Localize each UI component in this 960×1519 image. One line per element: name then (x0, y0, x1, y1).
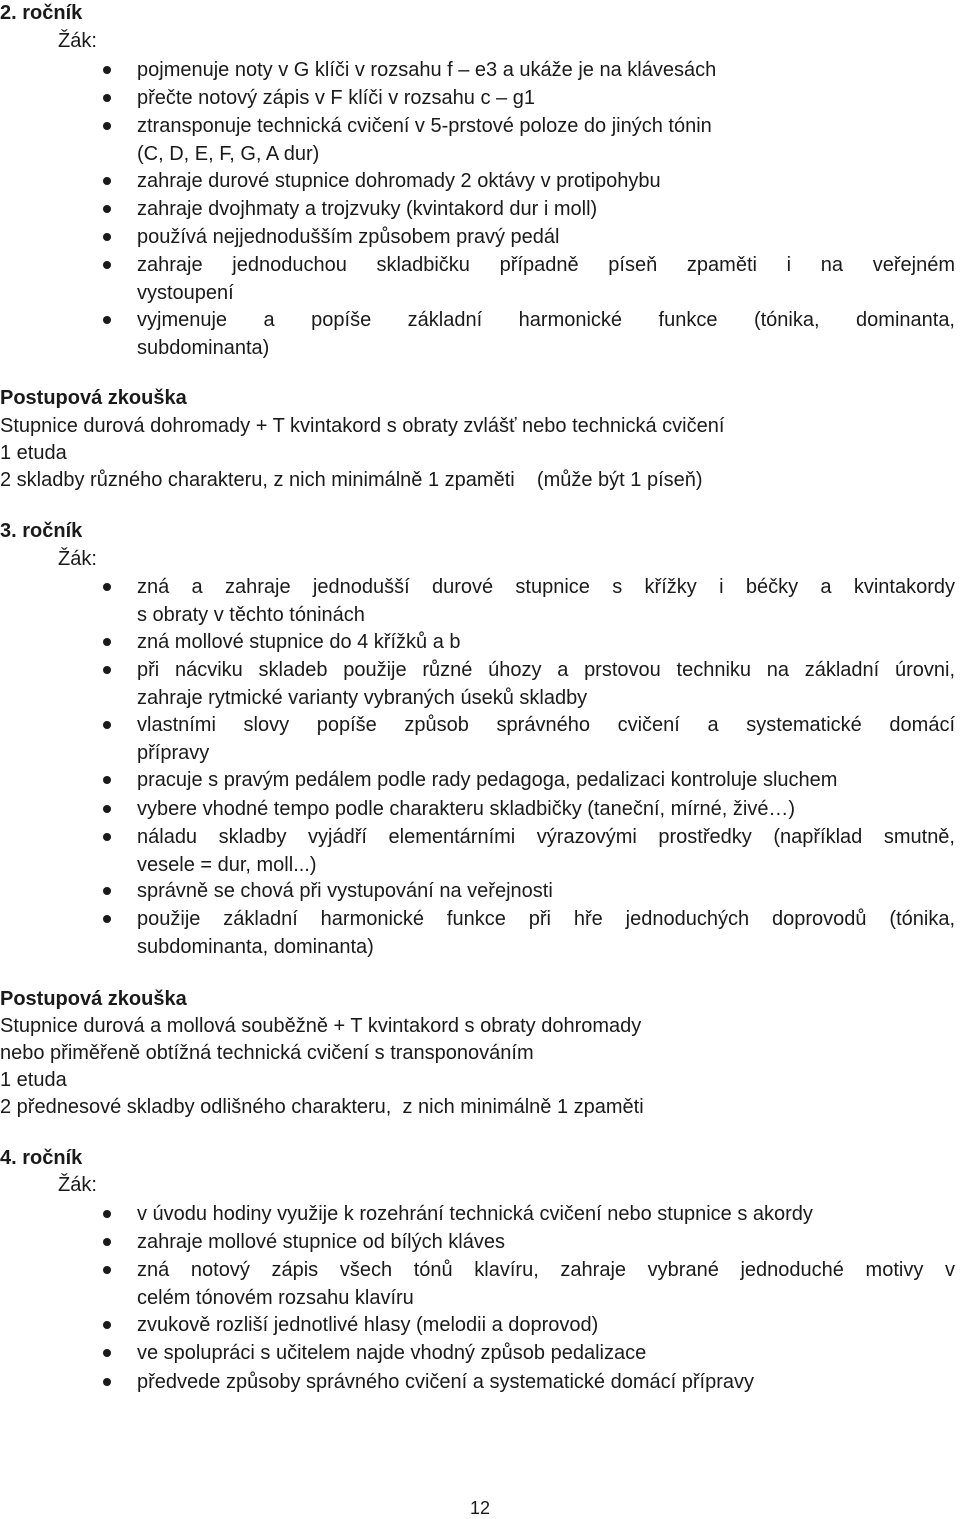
list-item: zvukově rozliší jednotlivé hlasy (melodii a doprovod) (137, 1314, 599, 1336)
list-item-line: zahraje jednoduchou skladbičku případně píseň zpaměti i na veřejném (137, 254, 955, 276)
bullet-icon (103, 94, 111, 102)
list-item-line: zná notový zápis všech tónů klavíru, zahraje vybrané jednoduché motivy v (137, 1259, 955, 1281)
list-item-line-2: přípravy (137, 742, 210, 764)
list-item: používá nejjednodušším způsobem pravý pedál (137, 226, 560, 248)
list-item-line-2: zahraje rytmické varianty vybraných úseků skladby (137, 687, 588, 709)
bullet-icon (103, 177, 111, 185)
bullet-icon (103, 1349, 111, 1357)
list-item (137, 823, 955, 879)
bullet-icon (103, 205, 111, 213)
exam-line: nebo přiměřeně obtížná technická cvičení s transponováním (0, 1042, 534, 1064)
bullet-icon (103, 1266, 111, 1274)
list-item: zná mollové stupnice do 4 křížků a b (137, 631, 461, 653)
list-item-line: při nácviku skladeb použije různé úhozy a prstovou techniku na základní úrovni, (137, 659, 955, 681)
bullet-icon (103, 915, 111, 923)
list-item-line: vyjmenuje a popíše základní harmonické funkce (tónika, dominanta, (137, 309, 955, 331)
list-item-line-2: vesele = dur, moll...) (137, 854, 317, 876)
bullet-icon (103, 66, 111, 74)
exam-title-3: Postupová zkouška (0, 988, 187, 1010)
list-item: v úvodu hodiny využije k rozehrání technická cvičení nebo stupnice s akordy (137, 1203, 813, 1225)
list-item (137, 573, 955, 629)
list-item-line-2: subdominanta) (137, 337, 270, 359)
list-item-line: vlastními slovy popíše způsob správného cvičení a systematické domácí (137, 714, 955, 736)
list-item (137, 306, 955, 362)
bullet-icon (103, 316, 111, 324)
list-item: zahraje dvojhmaty a trojzvuky (kvintakord dur i moll) (137, 198, 598, 220)
list-item (137, 656, 955, 712)
bullet-icon (103, 261, 111, 269)
bullet-icon (103, 721, 111, 729)
bullet-icon (103, 122, 111, 130)
bullet-icon (103, 666, 111, 674)
bullet-icon (103, 638, 111, 646)
bullet-icon (103, 887, 111, 895)
list-item-line: použije základní harmonické funkce při hře jednoduchých doprovodů (tónika, (137, 908, 955, 930)
list-item (137, 112, 955, 168)
bullet-icon (103, 833, 111, 841)
exam-line: 2 skladby různého charakteru, z nich minimálně 1 zpaměti (může být 1 píseň) (0, 469, 703, 491)
list-item: pojmenuje noty v G klíči v rozsahu f – e3 a ukáže je na klávesách (137, 59, 717, 81)
student-label-4: Žák: (58, 1174, 97, 1196)
list-item (137, 905, 955, 961)
exam-title-2: Postupová zkouška (0, 387, 187, 409)
list-item-line: zná a zahraje jednodušší durové stupnice s křížky i béčky a kvintakordy (137, 576, 955, 598)
list-item (137, 251, 955, 307)
section-title-2: 2. ročník (0, 2, 83, 24)
bullet-icon (103, 805, 111, 813)
list-item (137, 711, 955, 767)
list-item-line-2: subdominanta, dominanta) (137, 936, 374, 958)
list-item: předvede způsoby správného cvičení a systematické domácí přípravy (137, 1371, 754, 1393)
exam-line: 1 etuda (0, 1069, 67, 1091)
list-item: přečte notový zápis v F klíči v rozsahu c – g1 (137, 87, 535, 109)
section-title-4: 4. ročník (0, 1147, 83, 1169)
bullet-icon (103, 776, 111, 784)
exam-line: 2 přednesové skladby odlišného charakteru, z nich minimálně 1 zpaměti (0, 1096, 644, 1118)
list-item-line-2: celém tónovém rozsahu klavíru (137, 1287, 414, 1309)
list-item: vybere vhodné tempo podle charakteru skladbičky (taneční, mírné, živé…) (137, 798, 796, 820)
page-number: 12 (469, 1498, 491, 1518)
list-item-line: ztransponuje technická cvičení v 5-prstové poloze do jiných tónin (137, 115, 712, 137)
list-item: správně se chová při vystupování na veřejnosti (137, 880, 553, 902)
list-item: ve spolupráci s učitelem najde vhodný způsob pedalizace (137, 1342, 647, 1364)
student-label-2: Žák: (58, 30, 97, 52)
bullet-icon (103, 1321, 111, 1329)
list-item: zahraje durové stupnice dohromady 2 oktávy v protipohybu (137, 170, 661, 192)
list-item: zahraje mollové stupnice od bílých kláves (137, 1231, 505, 1253)
list-item: pracuje s pravým pedálem podle rady pedagoga, pedalizaci kontroluje sluchem (137, 769, 838, 791)
student-label-3: Žák: (58, 548, 97, 570)
bullet-icon (103, 233, 111, 241)
list-item-line-2: s obraty v těchto tóninách (137, 604, 365, 626)
bullet-icon (103, 1210, 111, 1218)
exam-line: Stupnice durová dohromady + T kvintakord s obraty zvlášť nebo technická cvičení (0, 415, 725, 437)
exam-line: Stupnice durová a mollová souběžně + T kvintakord s obraty dohromady (0, 1015, 642, 1037)
list-item-line-2: vystoupení (137, 282, 234, 304)
bullet-icon (103, 583, 111, 591)
exam-line: 1 etuda (0, 442, 67, 464)
list-item-line-2: (C, D, E, F, G, A dur) (137, 143, 320, 165)
list-item-line: náladu skladby vyjádří elementárními výrazovými prostředky (například smutně, (137, 826, 955, 848)
list-item (137, 1256, 955, 1312)
bullet-icon (103, 1238, 111, 1246)
section-title-3: 3. ročník (0, 520, 83, 542)
bullet-icon (103, 1378, 111, 1386)
